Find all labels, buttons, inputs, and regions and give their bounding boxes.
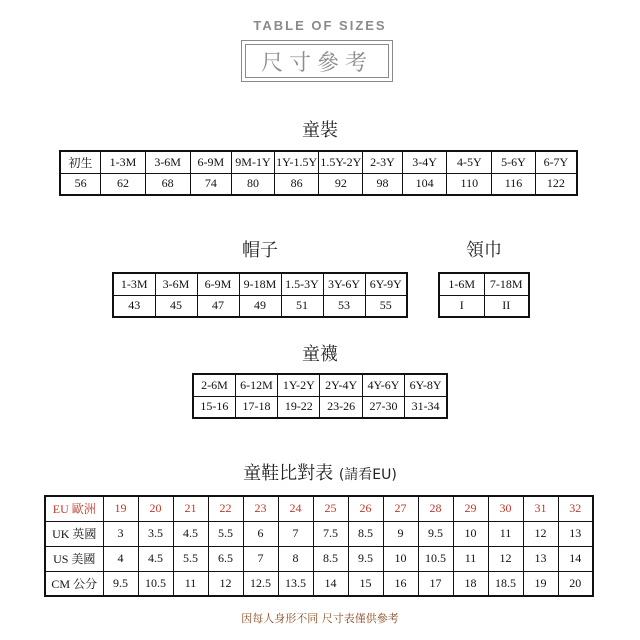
table-cell: 6-12M [235, 374, 277, 396]
table-cell: 30 [488, 496, 523, 521]
table-cell: 20 [558, 571, 593, 596]
table-cell: 2-3Y [363, 151, 403, 173]
table-cell: 49 [239, 295, 281, 317]
table-cell: 98 [363, 173, 403, 195]
table-cell: 6Y-8Y [405, 374, 447, 396]
table-row [439, 273, 529, 295]
table-cell: 2-6M [193, 374, 235, 396]
table-cell: 18.5 [488, 571, 523, 596]
table-cell: 7 [243, 546, 278, 571]
table-cell: II [484, 295, 529, 317]
socks-size-table [192, 373, 448, 419]
table-row [45, 521, 593, 546]
table-cell: 19 [523, 571, 558, 596]
table-cell: 116 [492, 173, 536, 195]
footnote: 因每人身形不同 尺寸表僅供參考 [241, 612, 399, 625]
table-cell: 86 [274, 173, 319, 195]
socks-heading: 童襪 [302, 344, 338, 365]
table-cell: 9M-1Y [232, 151, 275, 173]
table-cell: 122 [535, 173, 577, 195]
table-cell: 9-18M [239, 273, 281, 295]
table-cell: 11 [488, 521, 523, 546]
clothing-size-table [59, 150, 578, 196]
table-cell: 74 [190, 173, 232, 195]
scarf-heading: 領巾 [466, 240, 502, 261]
table-cell: 32 [558, 496, 593, 521]
table-cell: 1.5Y-2Y [319, 151, 363, 173]
table-cell: 10 [453, 521, 488, 546]
table-row [45, 546, 593, 571]
table-cell: 15 [348, 571, 383, 596]
table-cell: 62 [101, 173, 146, 195]
table-cell: 8 [278, 546, 313, 571]
table-cell: 27 [383, 496, 418, 521]
hats-heading: 帽子 [242, 240, 278, 261]
shoes-title: 童鞋比對表 [243, 463, 334, 484]
table-cell: 10.5 [138, 571, 173, 596]
table-cell: 1Y-1.5Y [274, 151, 319, 173]
table-cell: 17-18 [235, 396, 277, 418]
table-cell: 11 [173, 571, 208, 596]
table-cell: 4.5 [138, 546, 173, 571]
table-cell: 10.5 [418, 546, 453, 571]
table-cell: 9 [383, 521, 418, 546]
table-cell: 12 [523, 521, 558, 546]
table-cell: 92 [319, 173, 363, 195]
table-row [193, 374, 447, 396]
table-cell: 56 [60, 173, 101, 195]
table-cell: 7.5 [313, 521, 348, 546]
table-cell: 51 [281, 295, 323, 317]
row-label: UK 英國 [45, 521, 103, 546]
table-cell: 17 [418, 571, 453, 596]
table-cell: 27-30 [362, 396, 404, 418]
table-cell: 6.5 [208, 546, 243, 571]
row-label: EU 歐洲 [45, 496, 103, 521]
table-cell: 3Y-6Y [323, 273, 365, 295]
table-cell: 14 [558, 546, 593, 571]
table-cell: 29 [453, 496, 488, 521]
table-row [113, 273, 407, 295]
table-cell: I [439, 295, 484, 317]
table-cell: 3.5 [138, 521, 173, 546]
shoes-size-table [44, 495, 594, 597]
scarf-size-table [438, 272, 530, 318]
table-cell: 15-16 [193, 396, 235, 418]
table-cell: 23 [243, 496, 278, 521]
title-box [241, 40, 393, 82]
table-cell: 5.5 [208, 521, 243, 546]
table-cell: 7 [278, 521, 313, 546]
table-cell: 初生 [60, 151, 101, 173]
table-row [45, 571, 593, 596]
table-cell: 1-3M [101, 151, 146, 173]
shoes-title-note: (請看EU) [338, 467, 397, 483]
table-cell: 14 [313, 571, 348, 596]
table-cell: 21 [173, 496, 208, 521]
table-cell: 1-3M [113, 273, 155, 295]
table-cell: 31 [523, 496, 558, 521]
table-cell: 4 [103, 546, 138, 571]
table-cell: 1Y-2Y [278, 374, 320, 396]
table-cell: 6-9M [197, 273, 239, 295]
table-cell: 10 [383, 546, 418, 571]
table-row [113, 295, 407, 317]
table-cell: 55 [365, 295, 407, 317]
table-cell: 23-26 [320, 396, 362, 418]
table-cell: 5-6Y [492, 151, 536, 173]
table-cell: 1-6M [439, 273, 484, 295]
table-cell: 11 [453, 546, 488, 571]
table-cell: 2Y-4Y [320, 374, 362, 396]
table-cell: 80 [232, 173, 275, 195]
table-cell: 8.5 [348, 521, 383, 546]
clothing-heading: 童裝 [302, 120, 338, 141]
table-cell: 6-9M [190, 151, 232, 173]
table-cell: 28 [418, 496, 453, 521]
table-cell: 53 [323, 295, 365, 317]
table-cell: 3-6M [145, 151, 190, 173]
page-title: 尺寸參考 [260, 50, 373, 76]
table-cell: 4.5 [173, 521, 208, 546]
table-cell: 16 [383, 571, 418, 596]
table-cell: 12 [488, 546, 523, 571]
table-cell: 12.5 [243, 571, 278, 596]
table-cell: 3-6M [155, 273, 197, 295]
table-cell: 12 [208, 571, 243, 596]
table-cell: 22 [208, 496, 243, 521]
table-cell: 26 [348, 496, 383, 521]
table-cell: 9.5 [348, 546, 383, 571]
eyebrow-title: TABLE OF SIZES [253, 18, 387, 33]
table-cell: 43 [113, 295, 155, 317]
hats-size-table [112, 272, 408, 318]
table-cell: 25 [313, 496, 348, 521]
table-row [45, 496, 593, 521]
table-cell: 9.5 [103, 571, 138, 596]
table-row [60, 173, 577, 195]
table-cell: 3 [103, 521, 138, 546]
row-label: CM 公分 [45, 571, 103, 596]
table-row [60, 151, 577, 173]
table-cell: 1.5-3Y [281, 273, 323, 295]
table-cell: 24 [278, 496, 313, 521]
table-cell: 19 [103, 496, 138, 521]
row-label: US 美國 [45, 546, 103, 571]
table-cell: 8.5 [313, 546, 348, 571]
table-cell: 13 [523, 546, 558, 571]
table-cell: 68 [145, 173, 190, 195]
table-cell: 6-7Y [535, 151, 577, 173]
table-cell: 5.5 [173, 546, 208, 571]
table-cell: 19-22 [278, 396, 320, 418]
table-cell: 13.5 [278, 571, 313, 596]
shoes-heading [0, 459, 640, 485]
table-cell: 45 [155, 295, 197, 317]
table-cell: 9.5 [418, 521, 453, 546]
table-cell: 18 [453, 571, 488, 596]
table-cell: 47 [197, 295, 239, 317]
table-cell: 7-18M [484, 273, 529, 295]
table-cell: 104 [402, 173, 447, 195]
table-cell: 6Y-9Y [365, 273, 407, 295]
table-cell: 4Y-6Y [362, 374, 404, 396]
table-row [439, 295, 529, 317]
table-cell: 4-5Y [447, 151, 492, 173]
table-cell: 3-4Y [402, 151, 447, 173]
table-cell: 31-34 [405, 396, 447, 418]
table-cell: 110 [447, 173, 492, 195]
table-cell: 6 [243, 521, 278, 546]
table-cell: 20 [138, 496, 173, 521]
table-row [193, 396, 447, 418]
table-cell: 13 [558, 521, 593, 546]
